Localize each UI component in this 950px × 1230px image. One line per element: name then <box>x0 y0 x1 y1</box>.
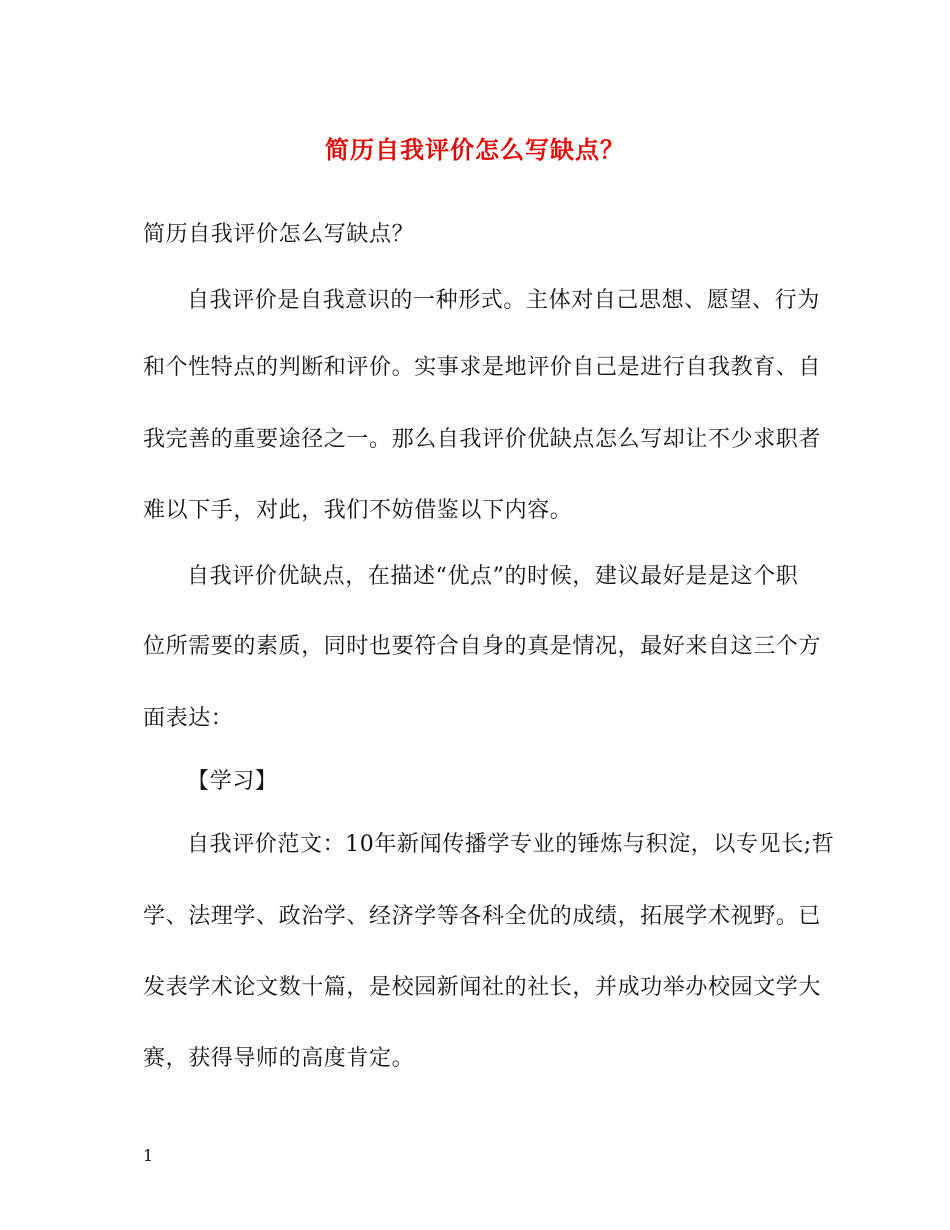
paragraph-line: 自我评价范文：10年新闻传播学专业的锤炼与积淀，以专见长;哲 <box>187 832 835 857</box>
paragraph-line: 和个性特点的判断和评价。实事求是地评价自己是进行自我教育、自 <box>143 355 822 380</box>
paragraph-line: 我完善的重要途径之一。那么自我评价优缺点怎么写却让不少求职者 <box>143 427 822 452</box>
paragraph-line: 位所需要的素质，同时也要符合自身的真是情况，最好来自这三个方 <box>143 634 822 659</box>
paragraph-line: 自我评价是自我意识的一种形式。主体对自己思想、愿望、行为 <box>187 288 820 313</box>
paragraph-line: 发表学术论文数十篇，是校园新闻社的社长，并成功举办校园文学大 <box>143 975 822 1000</box>
paragraph-line: 难以下手，对此，我们不妨借鉴以下内容。 <box>143 498 573 523</box>
section-heading-study: 【学习】 <box>187 769 278 794</box>
document-subtitle: 简历自我评价怎么写缺点？ <box>143 222 415 247</box>
paragraph-line: 学、法理学、政治学、经济学等各科全优的成绩，拓展学术视野。已 <box>143 904 822 929</box>
paragraph-line: 赛，获得导师的高度肯定。 <box>143 1046 415 1071</box>
paragraph-line: 面表达： <box>143 706 234 731</box>
paragraph-line: 自我评价优缺点，在描述“优点”的时候，建议最好是是这个职 <box>187 564 799 589</box>
document-title: 简历自我评价怎么写缺点？ <box>325 135 625 164</box>
page-number: 1 <box>143 1146 154 1165</box>
